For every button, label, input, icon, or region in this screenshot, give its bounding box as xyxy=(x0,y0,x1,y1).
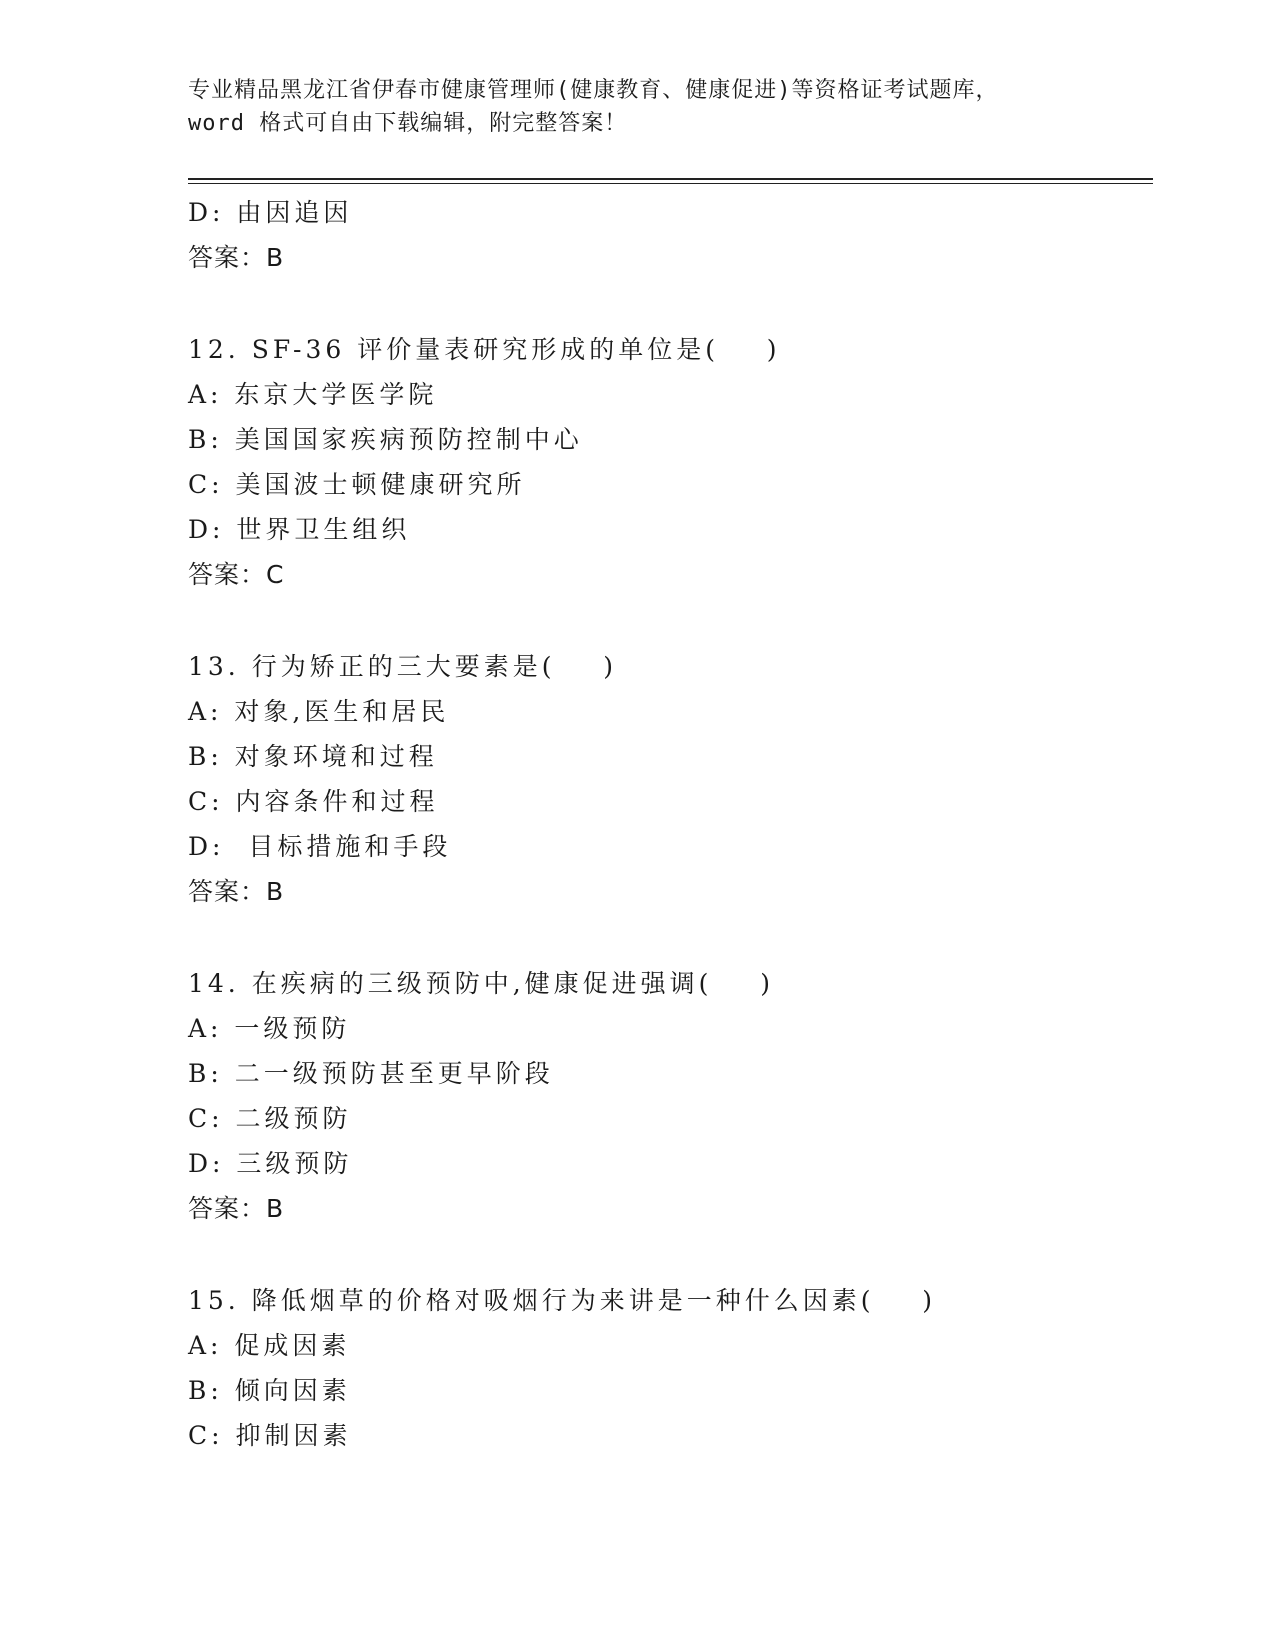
question-14 xyxy=(188,961,1148,1231)
question-13 xyxy=(188,644,1148,914)
answer-line: 答案：B xyxy=(188,877,285,906)
header-line-2: word 格式可自由下载编辑，附完整答案！ xyxy=(188,111,628,136)
option-c: C: 二级预防 xyxy=(188,1104,352,1133)
option-b: B: 二一级预防甚至更早阶段 xyxy=(188,1059,554,1088)
header-divider-thin xyxy=(188,183,1153,184)
option-c: C: 抑制因素 xyxy=(188,1421,352,1450)
spacer xyxy=(188,1231,1148,1278)
option-d: D: 由因追因 xyxy=(188,198,353,227)
question-15 xyxy=(188,1278,1148,1458)
option-d: D: 目标措施和手段 xyxy=(188,832,452,861)
question-stem: 13. 行为矫正的三大要素是( ) xyxy=(188,652,617,681)
question-stem: 12. SF-36 评价量表研究形成的单位是( ) xyxy=(188,335,781,364)
spacer xyxy=(188,280,1148,327)
option-c: C: 内容条件和过程 xyxy=(188,787,439,816)
question-list xyxy=(188,190,1148,1458)
option-a: A: 促成因素 xyxy=(188,1331,351,1360)
answer-line: 答案：B xyxy=(188,243,285,272)
option-c: C: 美国波士顿健康研究所 xyxy=(188,470,526,499)
option-a: A: 一级预防 xyxy=(188,1014,351,1043)
option-b: B: 美国国家疾病预防控制中心 xyxy=(188,425,583,454)
answer-line: 答案：B xyxy=(188,1194,285,1223)
spacer xyxy=(188,914,1148,961)
question-stem: 15. 降低烟草的价格对吸烟行为来讲是一种什么因素( ) xyxy=(188,1286,937,1315)
option-a: A: 对象,医生和居民 xyxy=(188,697,450,726)
option-d: D: 世界卫生组织 xyxy=(188,515,411,544)
option-b: B: 对象环境和过程 xyxy=(188,742,438,771)
document-header xyxy=(188,74,1068,140)
header-line-1: 专业精品黑龙江省伊春市健康管理师(健康教育、健康促进)等资格证考试题库， xyxy=(188,78,999,103)
option-d: D: 三级预防 xyxy=(188,1149,353,1178)
spacer xyxy=(188,597,1148,644)
option-b: B: 倾向因素 xyxy=(188,1376,351,1405)
answer-line: 答案：C xyxy=(188,560,285,589)
question-stem: 14. 在疾病的三级预防中,健康促进强调( ) xyxy=(188,969,774,998)
header-divider-thick xyxy=(188,178,1153,180)
option-a: A: 东京大学医学院 xyxy=(188,380,438,409)
question-11-tail xyxy=(188,190,1148,280)
question-12 xyxy=(188,327,1148,597)
